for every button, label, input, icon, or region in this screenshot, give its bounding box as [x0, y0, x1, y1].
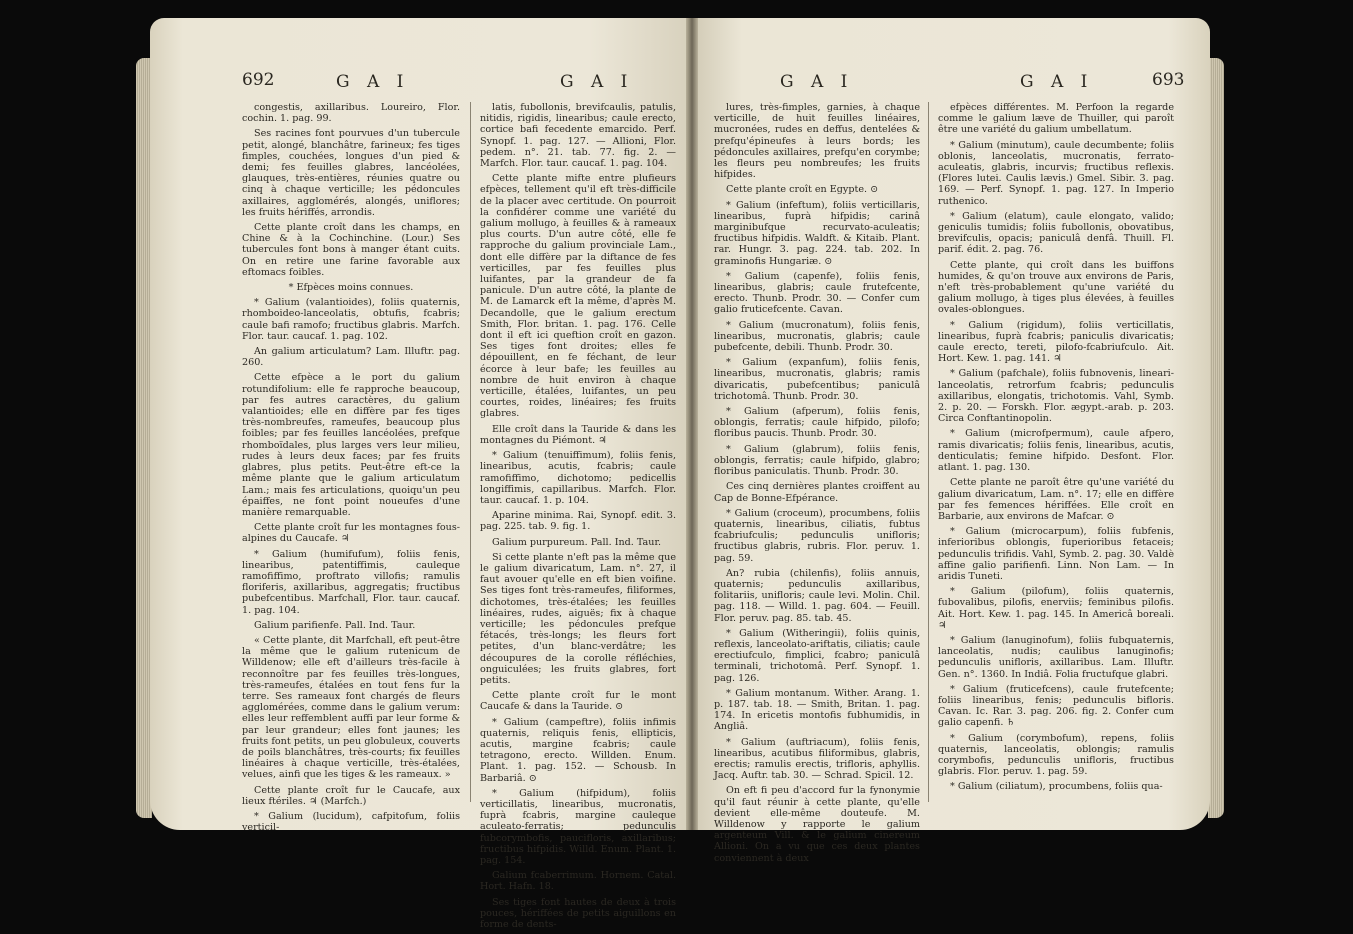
paragraph: * Galium (microfpermum), caule afpero, ramis divaricatis; foliis fenis, linearibus, acutis, denticulatis; femine hifpido. Desfont. Flor. atlant. 1. pag. 130. — [938, 428, 1174, 474]
paragraph: An? rubia (chilenfis), foliis annuis, quaternis; pedunculis axillaribus, folitariis, unifloris; caule levi. Molin. Chil. pag. 118. — Willd. 1. pag. 604. — Feuill. Flor. peruv. pag. 85. tab. 45. — [714, 567, 920, 624]
paragraph: * Efpèces moins connues. — [288, 282, 414, 294]
column-rule — [470, 102, 471, 802]
page-number-left: 692 — [242, 70, 275, 90]
paragraph: Elle croît dans la Tauride & dans les montagnes du Piémont. ♃ — [480, 423, 676, 446]
paragraph: Cette plante croît dans les champs, en Chine & à la Cochinchine. (Lour.) Ses tubercules font bons à manger étant cuits. On en retire une farine favorable aux eftomacs foibles. — [242, 222, 460, 278]
paragraph: * Galium (infeftum), foliis verticillaris, linearibus, fuprà hifpidis; carinâ marginibufque recurvato-aculeatis; fructibus hifpidis. Waldft. & Kitaib. Plant. rar. Hungr. 3. pag. 224. tab. 202. In graminofis Hungariæ. ⊙ — [714, 199, 920, 267]
paragraph: Cette plante ne paroît être qu'une variété du galium divaricatum, Lam. n°. 17; elle en diffère par fes femences hériffées. Elle croît en Barbarie, aux environs de Mafcar. ⊙ — [938, 477, 1174, 522]
paragraph: * Galium (expanfum), foliis fenis, linearibus, mucronatis, glabris; ramis divaricatis, pubefcentibus; paniculâ trichotomâ. Thunb. Prodr. 30. — [714, 357, 920, 402]
running-header-right-col2: G A I — [1020, 72, 1094, 92]
paragraph: * Galium (humifufum), foliis fenis, linearibus, patentiffimis, cauleque ramofiffimo, proftrato villofis; ramulis floriferis, axillaribus, aggregatis; fructibus pubefcentibus. Marfchall, Flor. taur. caucaf. 1. pag. 104. — [242, 548, 460, 616]
paragraph: * Galium (minutum), caule decumbente; foliis oblonis, lanceolatis, mucronatis, ferrato-aculeatis, glabris, incurvis; fructibus reflexis. (Flores lutei. Caulis lævis.) Gmel. Sibir. 3. pag. 169. — Perf. Synopf. 1. pag. 127. In Imperio ruthenico. — [938, 139, 1174, 207]
left-page — [150, 18, 698, 931]
paragraph: Galium parifienfe. Pall. Ind. Taur. — [254, 619, 416, 631]
paragraph: latis, fubollonis, brevifcaulis, patulis, nitidis, rigidis, linearibus; caule erecto, cortice bafi fecedente emarcido. Perf. Synopf. 1. pag. 127. — Allioni, Flor. pedem. n°. 21. tab. 77. fig. 2. — Marfch. Flor. taur. caucaf. 1. pag. 104. — [480, 102, 676, 170]
paragraph: An galium articulatum? Lam. Illuftr. pag. 260. — [242, 346, 460, 369]
column-rule — [928, 102, 929, 802]
paragraph: Galium purpureum. Pall. Ind. Taur. — [492, 536, 662, 548]
running-header-left-col1: G A I — [336, 72, 410, 92]
paragraph: congestis, axillaribus. Loureiro, Flor. cochin. 1. pag. 99. — [242, 102, 460, 125]
paragraph: * Galium (rigidum), foliis verticillatis, linearibus, fuprà fcabris; paniculis divaricatis; caule erecto, tereti, pilofo-fcabriufculo. Ait. Hort. Kew. 1. pag. 141. ♃ — [938, 319, 1174, 365]
paragraph: Cette plante, qui croît dans les buiffons humides, & qu'on trouve aux environs de Paris, n'eft très-probablement qu'une variété du galium mollugo, à tiges plus élevées, à feuilles ovales-oblongues. — [938, 259, 1174, 316]
paragraph: * Galium (auftriacum), foliis fenis, linearibus, acutibus filiformibus, glabris, erectis; ramulis erectis, trifloris, aphyllis. Jacq. Auftr. tab. 30. — Schrad. Spicil. 12. — [714, 736, 920, 782]
paragraph: * Galium (valantioides), foliis quaternis, rhomboideo-lanceolatis, obtufis, fcabris; caule bafi ramofo; fructibus glabris. Marfch. Flor. taur. caucaf. 1. pag. 102. — [242, 297, 460, 342]
paragraph: efpèces différentes. M. Perfoon la regarde comme le galium læve de Thuiller, qui paroît être une variété du galium umbellatum. — [938, 102, 1174, 136]
running-header-left-col2: G A I — [560, 72, 634, 92]
paragraph: * Galium (corymbofum), repens, foliis quaternis, lanceolatis, oblongis; ramulis corymbofis, pedunculis unifloris, fructibus glabris. Flor. peruv. 1. pag. 59. — [938, 732, 1174, 778]
book-gutter — [686, 18, 698, 830]
paragraph: * Galium (mucronatum), foliis fenis, linearibus, mucronatis, glabris; caule pubefcente, debili. Thunb. Prodr. 30. — [714, 319, 920, 354]
paragraph: * Galium (fruticefcens), caule frutefcente; foliis linearibus, fenis; pedunculis bifloris. Cavan. Ic. Rar. 3. pag. 206. fig. 2. Confer cum galio capenfi. ♄ — [938, 683, 1174, 729]
paragraph: Ses racines font pourvues d'un tubercule petit, alongé, blanchâtre, farineux; fes tiges fimples, couchées, longues d'un pied & demi; fes feuilles glabres, lancéolées, glauques, très-entières, réunies quatre ou cinq à chaque verticille; les pédoncules axillaires, agglomérés, alongés, uniflores; les fruits hériffés, arrondis. — [242, 128, 460, 218]
page-edges-right — [1208, 58, 1224, 818]
paragraph: * Galium (lucidum), cafpitofum, foliis verticil- — [242, 810, 460, 834]
paragraph: On eft fi peu d'accord fur la fynonymie qu'il faut réunir à cette plante, qu'elle devient elle-même douteufe. M. Willdenow y rapporte le galium argenteum Vill. & le galium cinereum Allioni. On a vu que ces deux plantes conviennent à deux — [714, 785, 920, 864]
paragraph: Cette plante croît fur les montagnes fous-alpines du Caucafe. ♃ — [242, 522, 460, 545]
paragraph: * Galium (campeftre), foliis infimis quaternis, reliquis fenis, ellipticis, acutis, margine fcabris; caule tetragono, erecto. Willden. Enum. Plant. 1. pag. 152. — Schousb. In Barbariâ. ⊙ — [480, 716, 676, 784]
paragraph: * Galium montanum. Wither. Arang. 1. p. 187. tab. 18. — Smith, Britan. 1. pag. 174. In ericetis montofis fubhumidis, in Angliâ. — [714, 687, 920, 733]
paragraph: * Galium (ciliatum), procumbens, foliis qua- — [950, 781, 1163, 793]
left-page-column-1 — [242, 102, 460, 837]
paragraph: Cette plante mifte entre plufieurs efpèces, tellement qu'il eft très-difficile de la placer avec certitude. On pourroit la confidérer comme une variété du galium mollugo, à feuilles & à rameaux plus courts. D'un autre côté, elle fe rapproche du galium provinciale Lam., dont elle diffère par la diftance de fes verticilles, par fes feuilles plus luifantes, par la grandeur de fa panicule. D'un autre côté, la plante de M. de Lamarck eft la même, d'après M. Decandolle, que le galium erectum Smith, Flor. britan. 1. pag. 176. Celle dont il eft ici queftion croît en gazon. Ses tiges font droites; elles fe dépouillent, en fe féchant, de leur écorce à leur bafe; les feuilles au nombre de huit environ à chaque verticille, étalées, luifantes, un peu courtes, roides, linéaires; fes fruits glabres. — [480, 173, 676, 420]
paragraph: * Galium (pafchale), foliis fubnovenis, lineari-lanceolatis, retrorfum fcabris; pedunculis axillaribus, elongatis, trichotomis. Vahl, Symb. 2. p. 20. — Forskh. Flor. ægypt.-arab. p. 203. Circa Conftantinopolin. — [938, 368, 1174, 425]
paragraph: * Galium (pilofum), foliis quaternis, fubovalibus, pilofis, enerviis; feminibus pilofis. Ait. Hort. Kew. 1. pag. 145. In Americâ boreali. ♃ — [938, 586, 1174, 631]
paragraph: * Galium (afperum), foliis fenis, oblongis, ferratis; caule hifpido, pilofo; floribus paucis. Thunb. Prodr. 30. — [714, 406, 920, 440]
paragraph: Ses tiges font hautes de deux à trois pouces, hériffées de petits aiguillons en forme de dents- — [480, 896, 676, 931]
page-number-right: 693 — [1152, 70, 1185, 90]
paragraph: * Galium (glabrum), foliis fenis, oblongis, ferratis; caule hifpido, glabro; floribus paniculatis. Thunb. Prodr. 30. — [714, 443, 920, 478]
left-page-column-2 — [480, 102, 676, 934]
open-book — [150, 18, 1210, 931]
paragraph: * Galium (tenuiffimum), foliis fenis, linearibus, acutis, fcabris; caule ramofiffimo, dichotomo; pedicellis longiffimis, capillaribus. Marfch. Flor. taur. caucaf. 1. p. 104. — [480, 450, 676, 506]
paragraph: Aparine minima. Rai, Synopf. edit. 3. pag. 225. tab. 9. fig. 1. — [480, 510, 676, 533]
paragraph: Cette efpèce a le port du galium rotundifolium: elle fe rapproche beaucoup, par fes autres caractères, du galium valantioides; elle en diffère par fes tiges très-nombreufes, rameufes, beaucoup plus foibles; par fes feuilles lancéolées, prefque rhomboïdales, plus larges vers leur milieu, rudes à leurs deux faces; par fes fruits glabres, plus petits. Peut-être eft-ce la même plante que le galium articulatum Lam.; mais fes articulations, quoiqu'un peu épaiffes, ne font point noueufes d'une manière remarquable. — [242, 372, 460, 518]
paragraph: Galium fcaberrimum. Hornem. Catal. Hort. Hafn. 18. — [480, 870, 676, 893]
paragraph: * Galium (microcarpum), foliis fubfenis, inferioribus oblongis, fuperioribus fetaceis; pedunculis trifidis. Vahl, Symb. 2. pag. 30. Valdè affine galio parifienfi. Linn. Non Lam. — In aridis Tuneti. — [938, 526, 1174, 582]
paragraph: * Galium (lanuginofum), foliis fubquaternis, lanceolatis, nudis; caulibus lanuginofis; pedunculis unifloris, axillaribus. Lam. Illuftr. Gen. n°. 1360. In Indiâ. Folia fructufque glabri. — [938, 634, 1174, 680]
right-page-column-1 — [714, 102, 920, 868]
right-page — [690, 18, 1210, 864]
paragraph: Cette plante croît en Egypte. ⊙ — [726, 184, 879, 196]
paragraph: * Galium (hifpidum), foliis verticillatis, linearibus, mucronatis, fuprà fcabris, margine cauleque aculeato-ferratis; pedunculis fubcorymbofis, paucifloris, axillaribus; fructibus hifpidis. Willd. Enum. Plant. 1. pag. 154. — [480, 787, 676, 866]
running-header-right-col1: G A I — [780, 72, 854, 92]
paragraph: * Galium (Witheringii), foliis quinis, reflexis, lanceolato-ariftatis, ciliatis; caule erectiufculo, fimplici, fcabro; paniculâ terminali, trichotomâ. Perf. Synopf. 1. pag. 126. — [714, 627, 920, 684]
right-page-column-2 — [938, 102, 1174, 797]
paragraph: Ces cinq dernières plantes croiffent au Cap de Bonne-Efpérance. — [714, 481, 920, 504]
paragraph: Cette plante croît fur le mont Caucafe & dans la Tauride. ⊙ — [480, 690, 676, 713]
paragraph: * Galium (capenfe), foliis fenis, linearibus, glabris; caule frutefcente, erecto. Thunb. Prodr. 30. — Confer cum galio fruticefcente. Cavan. — [714, 270, 920, 316]
paragraph: Si cette plante n'eft pas la même que le galium divaricatum, Lam. n°. 27, il faut avouer qu'elle en eft bien voifine. Ses tiges font très-rameufes, filiformes, dichotomes, très-étalées; les feuilles linéaires, rudes, aiguës; fix à chaque verticille; les pédoncules prefque fétacés, très-longs; les fleurs fort petites, d'un blanc-verdâtre; les découpures de la corolle réfléchies, onguiculées; les fruits glabres, fort petits. — [480, 551, 676, 686]
paragraph: lures, très-fimples, garnies, à chaque verticille, de huit feuilles linéaires, mucronées, rudes en deffus, dentelées & prefqu'épineufes à leurs bords; les pédoncules axillaires, prefqu'en corymbe; les fleurs peu nombreufes; les fruits hifpides. — [714, 102, 920, 181]
paragraph: * Galium (elatum), caule elongato, valido; geniculis tumidis; foliis fubollonis, obovatibus, brevifculis, opacis; paniculâ denfâ. Thuill. Fl. parif. édit. 2. pag. 76. — [938, 210, 1174, 256]
paragraph: « Cette plante, dit Marfchall, eft peut-être la même que le galium rutenicum de Willdenow; elle eft d'ailleurs très-facile à reconnoître par fes feuilles très-longues, très-rameufes, étalées en tout fens fur la terre. Ses rameaux font chargés de fleurs agglomérées, comme dans le galium verum: elles leur reffemblent auffi par leur forme & par leur grandeur; elles font jaunes; les fruits font petits, un peu globuleux, couverts de poils blanchâtres, très-courts; fix feuilles linéaires à chaque verticille, très-étalées, velues, ainfi que les tiges & les rameaux. » — [242, 634, 460, 781]
paragraph: Cette plante croît fur le Caucafe, aux lieux ftériles. ♃ (Marfch.) — [242, 784, 460, 807]
paragraph: * Galium (croceum), procumbens, foliis quaternis, linearibus, ciliatis, fubtus fcabriufculis; pedunculis unifloris; fructibus glabris, rubris. Flor. peruv. 1. pag. 59. — [714, 507, 920, 564]
